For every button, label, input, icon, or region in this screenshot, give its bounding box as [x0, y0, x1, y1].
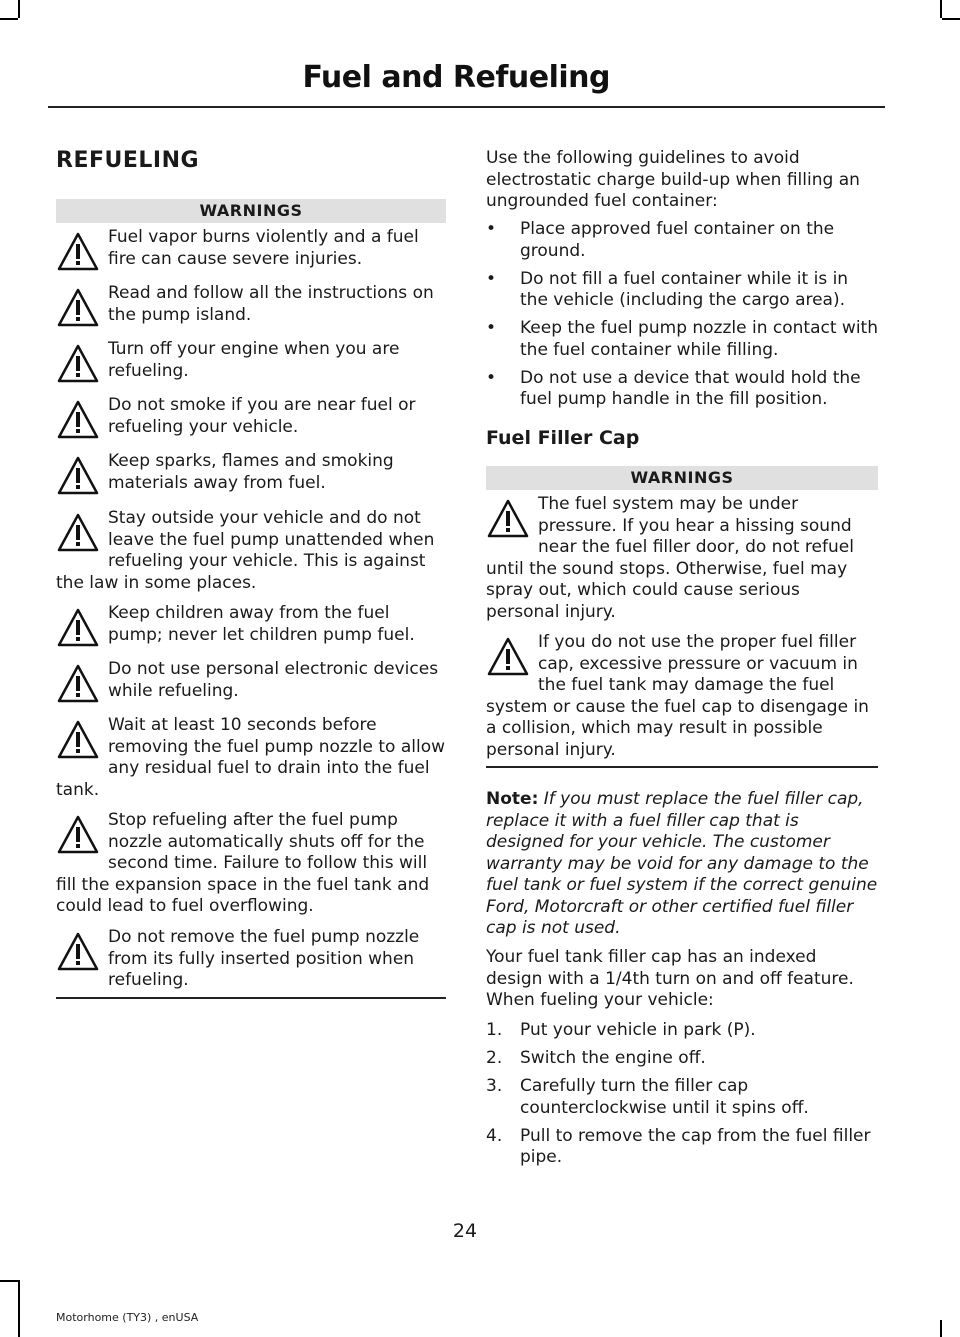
list-item [486, 219, 878, 262]
warning-icon [486, 636, 538, 680]
list-item [486, 1048, 878, 1070]
warning-text: The fuel system may be under pressure. If you hear a hissing sound near the fuel filler door, do not refuel until the sound stops. Otherwise, fuel may spray out, which could cause serious personal injury. [486, 494, 854, 622]
footer-text: Motorhome (TY3) , enUSA [56, 1311, 199, 1324]
crop-mark [942, 18, 960, 20]
bullet-mark: • [486, 268, 497, 289]
list-item [486, 1076, 878, 1119]
warning-icon [56, 343, 108, 387]
intro-paragraph: Use the following guidelines to avoid electrostatic charge build-up when filling an ungrounded fuel container: [486, 148, 860, 211]
step-number: 1. [486, 1020, 503, 1040]
warning-text: If you do not use the proper fuel filler cap, excessive pressure or vacuum in the fuel tank may damage the fuel system or cause the fuel cap to disengage in a collision, which may result in possible personal injury. [486, 632, 869, 760]
crop-mark [940, 1320, 942, 1337]
warning-item [56, 927, 446, 992]
step-text: Carefully turn the filler cap counterclockwise until it spins off. [520, 1076, 809, 1118]
step-number: 2. [486, 1048, 503, 1068]
step-text: Put your vehicle in park (P). [520, 1020, 756, 1040]
header-divider [48, 106, 885, 108]
warning-text: Do not remove the fuel pump nozzle from its fully inserted position when refueling. [108, 927, 420, 990]
subsection-heading: Fuel Filler Cap [486, 427, 640, 449]
warning-icon [56, 399, 108, 443]
warning-text: Do not use personal electronic devices while refueling. [108, 659, 439, 701]
warnings-header: WARNINGS [56, 199, 446, 223]
warning-item [56, 451, 446, 499]
list-item [486, 1126, 878, 1169]
crop-mark [0, 18, 18, 20]
note-label: Note: [486, 789, 539, 809]
step-text: Switch the engine off. [520, 1048, 706, 1068]
warning-item [56, 659, 446, 707]
crop-mark [18, 1280, 20, 1337]
warning-text: Keep sparks, flames and smoking materials away from fuel. [108, 451, 394, 493]
list-item [486, 318, 878, 361]
list-item-text: Place approved fuel container on the ground. [520, 219, 835, 261]
cap-intro-paragraph: Your fuel tank filler cap has an indexed design with a 1/4th turn on and off feature. When fueling your vehicle: [486, 947, 854, 1010]
warning-icon [56, 231, 108, 275]
warning-text: Keep children away from the fuel pump; never let children pump fuel. [108, 603, 415, 645]
section-heading: REFUELING [56, 148, 200, 173]
warning-icon [56, 663, 108, 707]
warning-icon [56, 607, 108, 651]
list-item [486, 1020, 878, 1042]
page-title: Fuel and Refueling [302, 60, 610, 95]
bullet-mark: • [486, 318, 497, 338]
note-text: If you must replace the fuel filler cap, replace it with a fuel filler cap that is designed for your vehicle. The customer warranty may be void for any damage to the fuel tank or fuel system if the correct genuine Ford, Motorcraft or other certified fuel filler cap is not used. [486, 789, 878, 938]
step-number: 4. [486, 1125, 503, 1146]
warning-item [56, 810, 446, 918]
warning-icon [56, 512, 108, 556]
warning-text: Read and follow all the instructions on the pump island. [108, 283, 434, 325]
warning-icon [56, 931, 108, 975]
warning-item [56, 283, 446, 331]
guideline-list [486, 219, 878, 417]
page-number: 24 [452, 1220, 478, 1242]
warning-item [486, 632, 878, 761]
list-item-text: Do not use a device that would hold the fuel pump handle in the fill position. [520, 367, 861, 409]
warning-item [56, 715, 446, 801]
warning-item [56, 395, 446, 443]
crop-mark [940, 0, 942, 18]
step-text: Pull to remove the cap from the fuel filler pipe. [520, 1125, 871, 1167]
bullet-mark: • [486, 219, 497, 239]
bullet-mark: • [486, 367, 497, 388]
warning-text: Stop refueling after the fuel pump nozzle automatically shuts off for the second time. Failure to follow this will fill the expansion space in the fuel tank and could lead to fuel overflowing. [56, 810, 430, 916]
warning-icon [56, 287, 108, 331]
step-number: 3. [486, 1076, 503, 1096]
list-item-text: Do not fill a fuel container while it is in the vehicle (including the cargo area). [520, 268, 849, 310]
warnings-end-rule [486, 766, 878, 768]
warning-icon [486, 498, 538, 542]
crop-mark [18, 0, 20, 18]
warnings-header: WARNINGS [486, 466, 878, 490]
warning-item [56, 508, 446, 594]
warnings-end-rule [56, 997, 446, 999]
steps-list [486, 1020, 878, 1175]
warning-text: Wait at least 10 seconds before removing the fuel pump nozzle to allow any residual fuel to drain into the fuel tank. [56, 715, 446, 800]
warning-item [56, 227, 446, 275]
warning-item [56, 603, 446, 651]
warning-text: Turn off your engine when you are refueling. [108, 339, 400, 381]
list-item-text: Keep the fuel pump nozzle in contact with the fuel container while filling. [520, 318, 878, 360]
list-item [486, 368, 878, 411]
warning-icon [56, 719, 108, 763]
warning-icon [56, 455, 108, 499]
note-paragraph [486, 789, 878, 940]
warning-text: Fuel vapor burns violently and a fuel fire can cause severe injuries. [108, 227, 419, 269]
crop-mark [0, 1280, 18, 1282]
warning-text: Stay outside your vehicle and do not leave the fuel pump unattended when refueling your vehicle. This is against the law in some places. [56, 508, 435, 593]
warning-icon [56, 814, 108, 858]
warning-item [486, 494, 878, 623]
list-item [486, 269, 878, 312]
warning-item [56, 339, 446, 387]
warning-text: Do not smoke if you are near fuel or refueling your vehicle. [108, 395, 416, 437]
